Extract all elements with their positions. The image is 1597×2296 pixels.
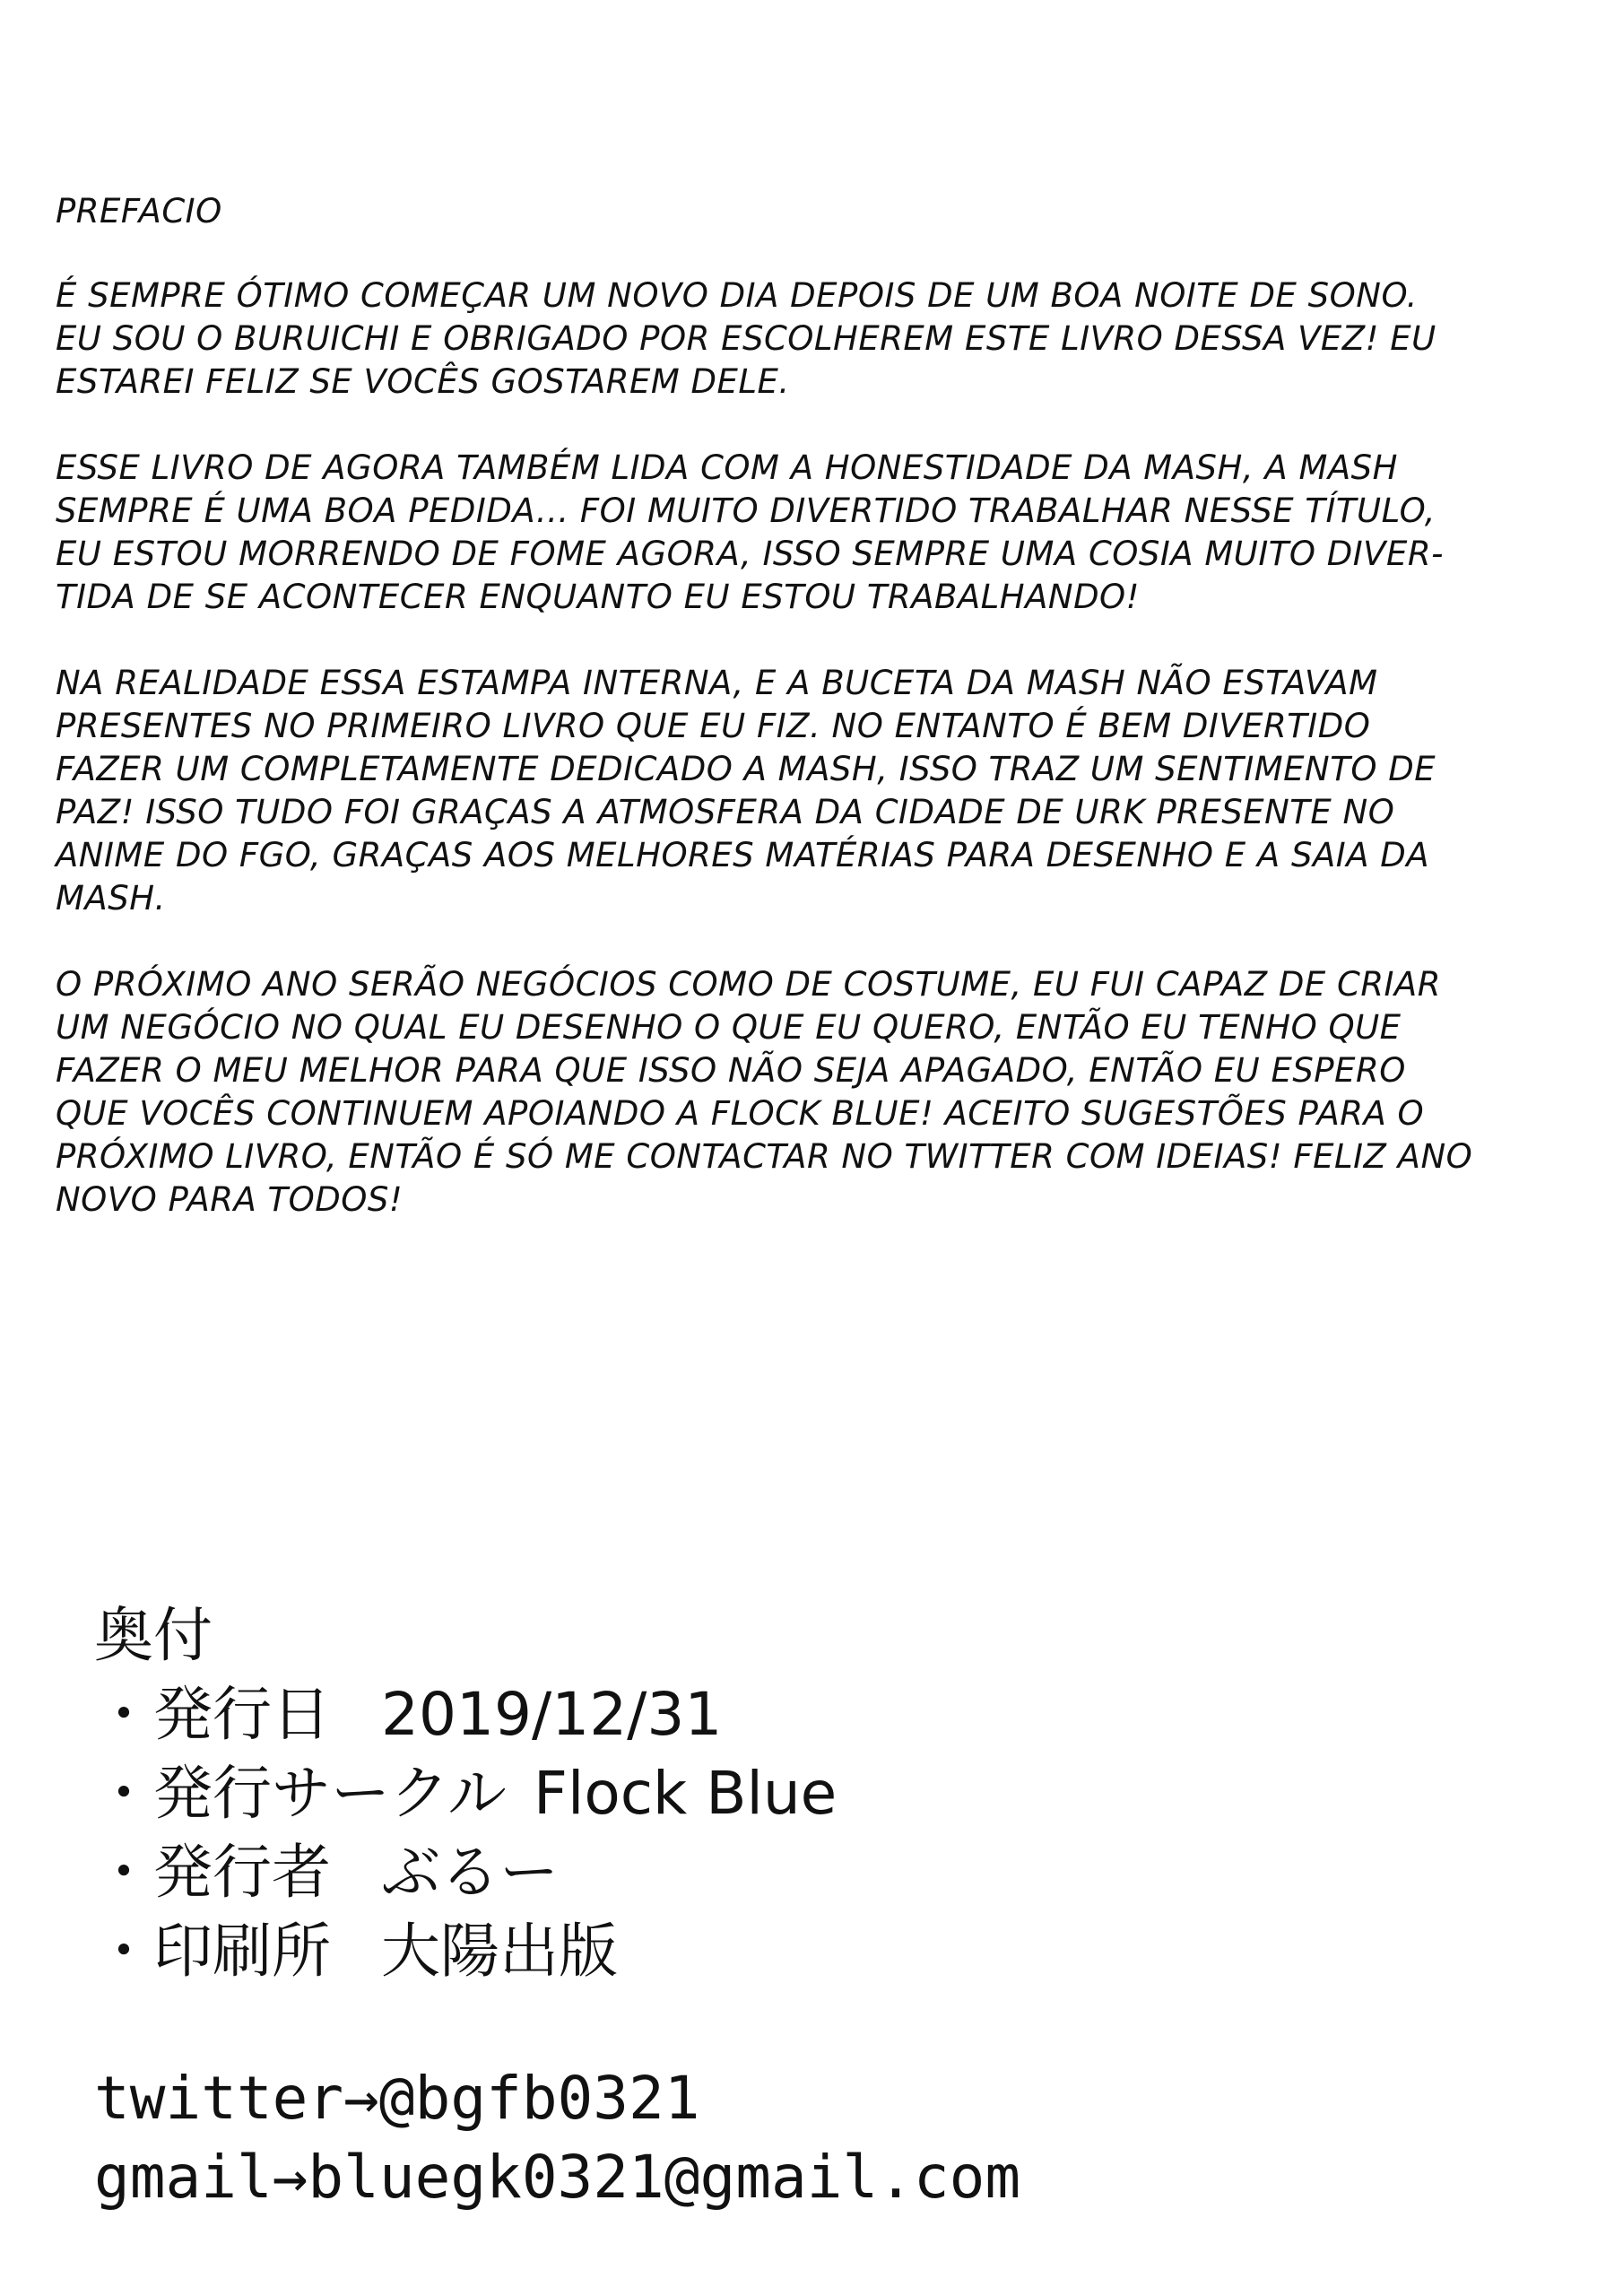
preface-line: O PRÓXIMO ANO SERÃO NEGÓCIOS COMO DE COSTUME, EU FUI CAPAZ DE CRIAR — [56, 965, 1441, 1004]
colophon-label: ・発行者 — [94, 1838, 331, 1907]
preface-line: PRÓXIMO LIVRO, ENTÃO É SÓ ME CONTACTAR NO TWITTER COM IDEIAS! FELIZ ANO — [56, 1137, 1473, 1176]
preface-line: EU SOU O BURUICHI E OBRIGADO POR ESCOLHEREM ESTE LIVRO DESSA VEZ! EU — [56, 319, 1436, 358]
preface-line: QUE VOCÊS CONTINUEM APOIANDO A FLOCK BLUE! ACEITO SUGESTÕES PARA O — [56, 1094, 1425, 1133]
gmail-contact: gmail→bluegk0321@gmail.com — [94, 2143, 1021, 2212]
preface-title: PREFACIO — [56, 192, 222, 230]
contacts-section — [94, 2059, 1020, 2217]
preface-line: SEMPRE É UMA BOA PEDIDA... FOI MUITO DIVERTIDO TRABALHAR NESSE TÍTULO, — [56, 491, 1436, 530]
preface-line: UM NEGÓCIO NO QUAL EU DESENHO O QUE EU QUERO, ENTÃO EU TENHO QUE — [56, 1008, 1402, 1047]
preface-line: FAZER UM COMPLETAMENTE DEDICADO A MASH, ISSO TRAZ UM SENTIMENTO DE — [56, 750, 1436, 788]
colophon-title: 奥付 — [94, 1601, 213, 1670]
colophon-row-circle — [94, 1754, 1170, 1833]
preface-line: PAZ! ISSO TUDO FOI GRAÇAS A ATMOSFERA DA CIDADE DE URK PRESENTE NO — [56, 793, 1395, 831]
preface-line: EU ESTOU MORRENDO DE FOME AGORA, ISSO SEMPRE UMA COSIA MUITO DIVER- — [56, 535, 1444, 573]
colophon-row-publisher — [94, 1833, 1170, 1912]
colophon-label: ・発行日 — [94, 1680, 331, 1749]
colophon-value: 大陽出版 — [381, 1917, 618, 1986]
preface-paragraph — [56, 447, 1526, 619]
colophon-label: ・発行サークル — [94, 1759, 508, 1828]
preface-line: NA REALIDADE ESSA ESTAMPA INTERNA, E A BUCETA DA MASH NÃO ESTAVAM — [56, 664, 1378, 702]
preface-line: TIDA DE SE ACONTECER ENQUANTO EU ESTOU TRABALHANDO! — [56, 578, 1141, 616]
twitter-contact: twitter→@bgfb0321 — [94, 2064, 700, 2133]
preface-line: PRESENTES NO PRIMEIRO LIVRO QUE EU FIZ. NO ENTANTO É BEM DIVERTIDO — [56, 707, 1371, 745]
preface-section — [56, 190, 1526, 1265]
colophon-section — [94, 1596, 1170, 1991]
preface-line: ESTAREI FELIZ SE VOCÊS GOSTAREM DELE. — [56, 362, 790, 401]
colophon-label: ・印刷所 — [94, 1917, 331, 1986]
colophon-value: Flock Blue — [534, 1759, 838, 1828]
preface-line: ESSE LIVRO DE AGORA TAMBÉM LIDA COM A HONESTIDADE DA MASH, A MASH — [56, 448, 1398, 487]
colophon-value: ぶるー — [381, 1838, 559, 1907]
preface-line: É SEMPRE ÓTIMO COMEÇAR UM NOVO DIA DEPOIS DE UM BOA NOITE DE SONO. — [56, 276, 1418, 315]
preface-line: NOVO PARA TODOS! — [56, 1180, 404, 1219]
preface-paragraph — [56, 274, 1526, 404]
preface-paragraph — [56, 963, 1526, 1222]
preface-paragraph — [56, 662, 1526, 920]
preface-line: FAZER O MEU MELHOR PARA QUE ISSO NÃO SEJA APAGADO, ENTÃO EU ESPERO — [56, 1051, 1406, 1090]
preface-line: ANIME DO FGO, GRAÇAS AOS MELHORES MATÉRIAS PARA DESENHO E A SAIA DA — [56, 836, 1430, 874]
colophon-row-printer — [94, 1912, 1170, 1991]
colophon-value: 2019/12/31 — [381, 1680, 723, 1749]
preface-line: MASH. — [56, 879, 166, 918]
colophon-row-publish-date — [94, 1675, 1170, 1754]
